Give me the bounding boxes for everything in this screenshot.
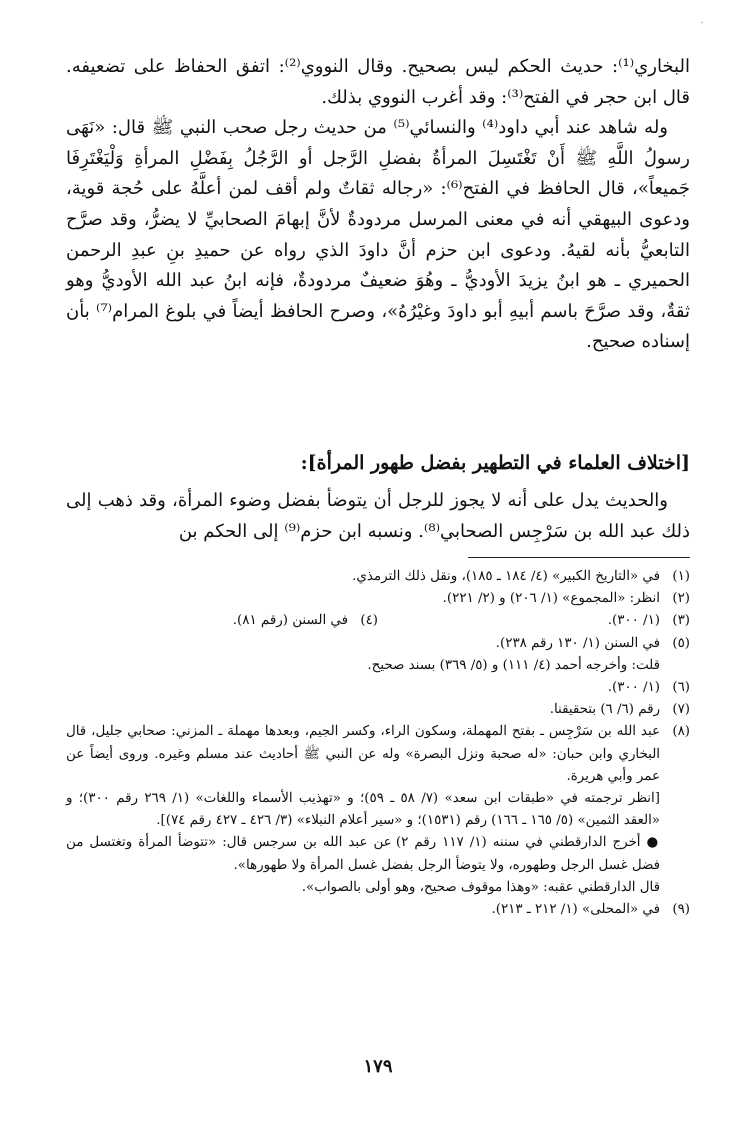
footnote-line: قلت: وأخرجه أحمد (٤/ ١١١) و (٥/ ٣٦٩) بسند صحيح.: [367, 657, 660, 673]
main-text-continued: [66, 486, 690, 547]
footnote-number: (٧): [672, 702, 690, 718]
main-text: [66, 52, 690, 358]
paragraph-1: البخاري⁽¹⁾: حديث الحكم ليس بصحيح. وقال النووي⁽²⁾: اتفق الحفاظ على تضعيفه. قال ابن حجر في الفتح⁽³⁾: وقد أغرب النووي بذلك.: [66, 56, 690, 108]
footnote-text: (١/ ٣٠٠).: [607, 680, 660, 696]
footnote-3: [378, 610, 690, 632]
footnote-1: [66, 566, 690, 588]
paragraph-3: والحديث يدل على أنه لا يجوز للرجل أن يتوضأ بفضل وضوء المرأة، وقد ذهب إلى ذلك عبد الله بن سَرْجِس الصحابي⁽⁸⁾. ونسبه ابن حزم⁽⁹⁾ إلى الحكم بن: [66, 490, 690, 542]
page-number: ١٧٩: [363, 1056, 393, 1077]
footnote-line: في السنن (١/ ١٣٠ رقم ٢٣٨).: [495, 635, 660, 651]
footnote-line: ● أخرج الدارقطني في سننه (١/ ١١٧ رقم ٢) عن عبد الله بن سرجس قال: «تتوضأ المرأة وتغتسل من فضل غسل الرجل وطهوره، ولا يتوضأ الرجل بفضل غسل المرأة ولا طهورها».: [66, 835, 660, 873]
footnote-6: [66, 677, 690, 699]
footnote-text: في «المحلى» (١/ ٢١٢ ـ ٢١٣).: [491, 902, 660, 918]
footnote-8: [66, 721, 690, 899]
footnote-9: [66, 899, 690, 921]
footnote-line: قال الدارقطني عقبه: «وهذا موقوف صحيح، وهو أولى بالصواب».: [301, 879, 660, 895]
footnote-number: (٥): [672, 635, 690, 651]
footnote-text: رقم (٦/ ٦) بتحقيقنا.: [549, 702, 660, 718]
footnote-number: (٤): [360, 613, 378, 629]
footnote-number: (٦): [672, 680, 690, 696]
footnote-number: (١): [672, 569, 690, 584]
footnote-text: في «التاريخ الكبير» (٤/ ١٨٤ ـ ١٨٥)، ونقل ذلك الترمذي.: [352, 569, 660, 584]
footnote-text: انظر: «المجموع» (١/ ٢٠٦) و (٢/ ٢٢١).: [442, 591, 660, 607]
footnote-number: (٣): [672, 613, 690, 629]
footnote-number: (٢): [672, 591, 690, 607]
footnote-2: [66, 588, 690, 610]
paragraph-2: وله شاهد عند أبي داود⁽⁴⁾ والنسائي⁽⁵⁾ من حديث رجل صحب النبي ﷺ قال: «نَهَى رسولُ اللَّهِ ﷺ أَنْ تَغْتَسِلَ المرأةُ بفضلِ الرَّجل أو الرَّجُلُ بِفَضْلِ المرأةِ وَلْيَغْتَرِفَا جَميعاً»، قال الحافظ في الفتح⁽⁶⁾: «رجاله ثقاتٌ ولم أقف لمن أعلَّهُ على حُجة قوية، ودعوى البيهقي أنه في معنى المرسل مردودةٌ لأنَّ إبهامَ الصحابيِّ لا يضرُّ، وقد صرَّح التابعيُّ بأنه لقيهُ. ودعوى ابن حزم أنَّ داودَ الذي رواه عن حميدِ بنِ عبدِ الرحمن الحميري ـ هو ابنُ يزيدَ الأوديُّ ـ وهُوَ ضعيفٌ مردودةٌ، فإنه ابنُ عبد الله الأوديُّ وهو ثقةٌ، وقد صرَّحَ باسم أبيهِ أبو داودَ وغيْرُهُ»، وصرح الحافظ أيضاً في بلوغ المرام⁽⁷⁾ بأن إسناده صحيح.: [66, 117, 690, 353]
footnote-text: (١/ ٣٠٠).: [607, 613, 660, 629]
section-heading: [اختلاف العلماء في التطهير بفضل طهور المرأة]:: [300, 452, 690, 474]
page-corner-mark: ˎ: [700, 10, 704, 24]
footnote-text: في السنن (رقم ٨١).: [232, 613, 348, 629]
footnote-row-3-4: [66, 610, 690, 632]
footnotes: [66, 566, 690, 921]
footnote-line: عبد الله بن سَرْجِس ـ بفتح المهملة، وسكون الراء، وكسر الجيم، وبعدها مهملة ـ المزني: صحابي جليل، قال البخاري وابن حبان: «له صحبة ونزل البصرة» وله عن النبي ﷺ أحاديث عند مسلم وغيره. وروى أيضاً عن عمر وأبي هريرة.: [66, 724, 660, 784]
footnote-5: [66, 633, 690, 677]
footnote-line: [انظر ترجمته في «طبقات ابن سعد» (٧/ ٥٨ ـ ٥٩)؛ و «تهذيب الأسماء واللغات» (١/ ٢٦٩ رقم ٣٠٠)؛ و «العقد الثمين» (٥/ ١٦٥ ـ ١٦٦) رقم (١٥٣١)؛ و «سير أعلام النبلاء» (٣/ ٤٢٦ ـ ٤٢٧ رقم ٧٤)].: [66, 791, 660, 829]
footnote-text: [66, 721, 660, 899]
footnote-7: [66, 699, 690, 721]
footnote-number: (٨): [672, 724, 690, 740]
footnote-4: [66, 610, 378, 632]
footnote-text: [66, 633, 660, 677]
footnote-divider: [468, 557, 690, 558]
footnote-number: (٩): [672, 902, 690, 918]
